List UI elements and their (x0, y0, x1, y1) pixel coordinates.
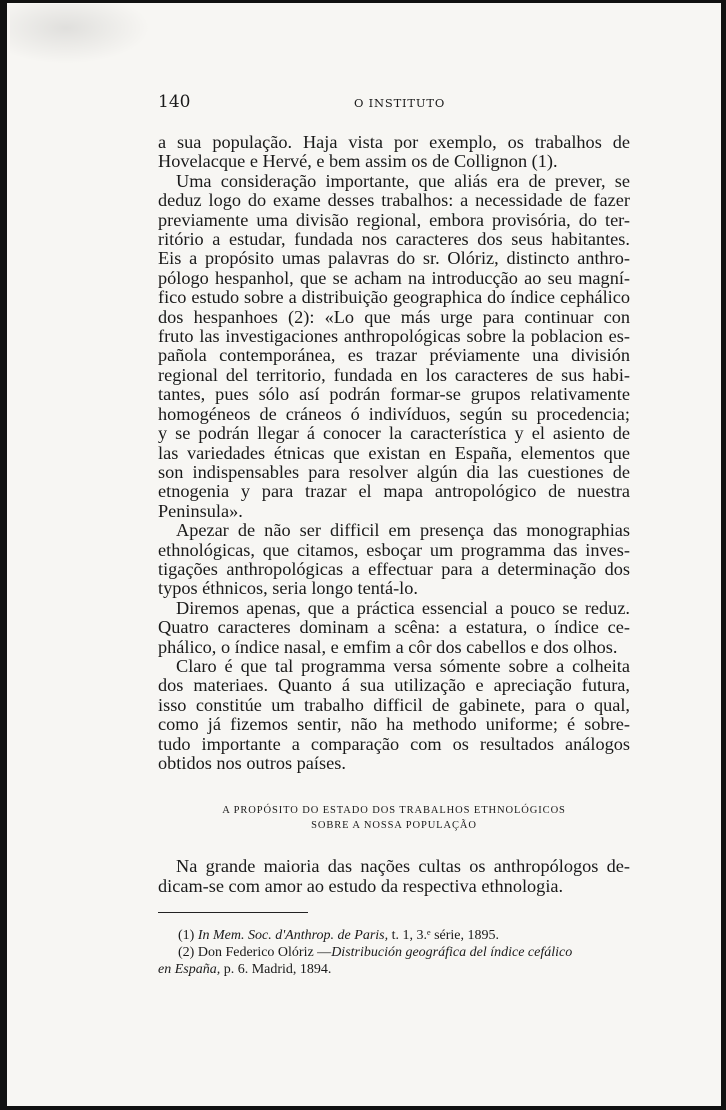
footnote-2-continued (158, 961, 630, 978)
body-line: tudo importante a comparação com os resultados análogos (158, 733, 630, 754)
body-line: fico estudo sobre a distribuição geographica do índice cephálico (158, 287, 630, 308)
body-line: ethnológicas, que citamos, esboçar um programma das inves- (158, 539, 630, 560)
body-line: dos materiaes. Quanto á sua utilização e apreciação futura, (158, 675, 630, 696)
body-line: ritório a estudar, fundada nos caracteres dos seus habitantes. (158, 229, 630, 250)
body-line: a sua população. Haja vista por exemplo, os trabalhos de (158, 132, 630, 152)
footnote-details: t. 1, 3.ᵉ série, 1895. (391, 928, 500, 944)
section-heading (158, 803, 630, 833)
footnote-marker: (2) (178, 945, 195, 961)
body-line: Claro é que tal programma versa sómente sobre a colheita (176, 655, 630, 676)
body-line: phálico, o índice nasal, e emfim a côr dos cabellos e dos olhos. (158, 636, 618, 657)
body-line: Eis a propósito umas palavras do sr. Olóriz, distincto anthro- (158, 248, 630, 269)
body-line: tantes, pues sólo así podrán formar-se grupos relativamente (158, 384, 630, 405)
body-line: fruto las investigaciones anthropológicas sobre la poblacion es- (158, 326, 630, 347)
footnote-title: en España, (158, 962, 221, 978)
section-heading-line: A PROPÓSITO DO ESTADO DOS TRABALHOS ETHNOLÓGICOS (222, 805, 566, 817)
body-line: son indispensables para resolver algún dia las cuestiones de (158, 461, 630, 482)
body-line: Apezar de não ser difficil em presença das monographias (176, 520, 630, 541)
body-line: las variedades étnicas que existan en España, elementos que (158, 442, 630, 463)
body-line: obtidos nos outros países. (158, 753, 346, 773)
body-line: pólogo hespanhol, que se acham na introducção ao seu magní- (158, 267, 630, 288)
page-number: 140 (158, 92, 191, 112)
body-line: pañola contemporánea, es trazar préviamente una división (158, 345, 630, 366)
footnote-rule (158, 912, 308, 913)
body-line: dos hespanhoes (2): «Lo que más urge para continuar con (158, 306, 630, 327)
scan-smudge (10, 4, 150, 64)
body-line: isso constitúe um trabalho difficil de gabinete, para o qual, (158, 694, 630, 715)
footnote-source: In Mem. Soc. d'Anthrop. de Paris, (197, 928, 389, 944)
body-text (158, 133, 630, 773)
footnote-author: Don Federico Olóriz — (197, 945, 332, 961)
running-head (158, 92, 630, 114)
footnote-title: Distribución geográfica del índice cefálico (331, 945, 573, 961)
body-line: como já fizemos sentir, não ha methodo uniforme; é sobre- (158, 714, 630, 735)
body-line: previamente uma divisão regional, embora provisória, do ter- (158, 209, 630, 230)
footnote-marker: (1) (178, 928, 195, 944)
book-page (158, 92, 630, 978)
section-heading-line: SOBRE A NOSSA POPULAÇÃO (311, 820, 477, 832)
body-line: Uma consideração importante, que aliás era de prever, se (176, 170, 630, 191)
body-line: Peninsula». (158, 500, 243, 521)
body-line: regional del territorio, fundada en los caracteres de sus habi- (158, 364, 630, 385)
body-line: Hovelacque e Hervé, e bem assim os de Collignon (1). (158, 151, 558, 172)
journal-title: O INSTITUTO (354, 96, 446, 110)
body-line: typos éthnicos, seria longo tentá-lo. (158, 578, 418, 599)
body-line: homogéneos de cráneos ó indivíduos, según su procedencia; (158, 403, 630, 424)
body-line: tigações anthropológicas a effectuar para a determinação dos (158, 558, 630, 579)
body-line: Diremos apenas, que a práctica essencial a pouco se reduz. (176, 597, 630, 618)
body-line: Quatro caracteres dominam a scêna: a estatura, o índice ce- (158, 617, 630, 638)
footnote-2 (158, 944, 630, 961)
footnotes (158, 927, 630, 978)
body-line: etnogenia y para trazar el mapa antropológico de nuestra (158, 481, 630, 502)
footnote-details: p. 6. Madrid, 1894. (223, 962, 332, 978)
section-text (158, 857, 630, 896)
body-line: y se podrán llegar á conocer la característica y el asiento de (158, 423, 630, 444)
body-line: dicam-se com amor ao estudo da respectiva ethnologia. (158, 875, 564, 896)
body-line: Na grande maioria das nações cultas os anthropólogos de- (176, 856, 630, 877)
body-line: deduz logo do exame desses trabalhos: a necessidade de fazer (158, 190, 630, 211)
footnote-1 (158, 927, 630, 944)
